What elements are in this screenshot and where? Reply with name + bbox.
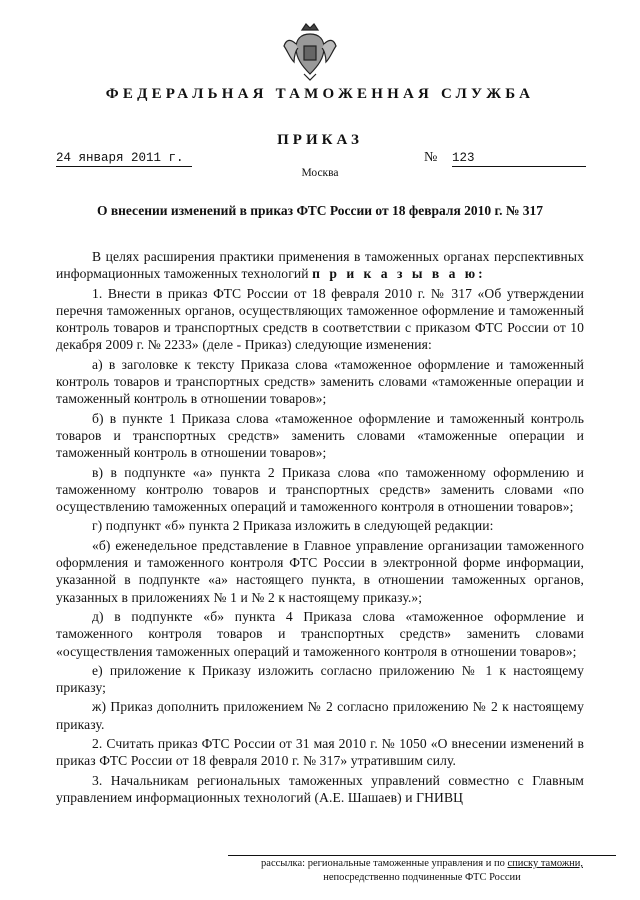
paragraph-3: 3. Начальникам региональных таможенных управлений совместно с Главным управлением информационных технологий (А.Е. Шашаев) и ГНИВЦ [56, 772, 584, 805]
paragraph-1g: г) подпункт «б» пункта 2 Приказа изложить в следующей редакции: [92, 518, 494, 534]
order-number: 123 [452, 151, 475, 165]
order-date: 24 января 2011 г. [56, 151, 184, 165]
distribution-text: рассылка: региональные таможенные управления и по [261, 858, 505, 869]
preamble-text: В целях расширения практики применения в таможенных органах перспективных информационных таможенных технологий [56, 249, 584, 282]
document-type: ПРИКАЗ [277, 132, 363, 148]
paragraph-1g-text: «б) еженедельное представление в Главное управление организации таможенного оформления и таможенного контроля ФТС России в электронной форме информации, указанной в подпункте «а» настоящего пункта, в отношении таможенных органов, указанных в приложениях № 1 и № 2 к настоящему приказу.»; [56, 537, 584, 605]
order-subject: О внесении изменений в приказ ФТС России от 18 февраля 2010 г. № 317 [96, 203, 544, 218]
distribution-list-link: списку таможни, [507, 858, 583, 869]
paragraph-1zh: ж) Приказ дополнить приложением № 2 согласно приложению № 2 к настоящему приказу. [56, 699, 584, 732]
paragraph-2: 2. Считать приказ ФТС России от 31 мая 2010 г. № 1050 «О внесении изменений в приказ ФТС России от 18 февраля 2010 г. № 317» утратившим силу. [56, 736, 584, 769]
distribution-note [228, 857, 616, 884]
paragraph-1e: е) приложение к Приказу изложить согласно приложению № 1 к настоящему приказу; [56, 662, 584, 696]
state-emblem-icon [282, 22, 338, 82]
paragraph-1: 1. Внести в приказ ФТС России от 18 февраля 2010 г. № 317 «Об утверждении перечня таможенных органов, осуществляющих таможенное оформление и таможенный контроль товаров и транспортных средств в соответствии с приказом ФТС России от 10 декабря 2009 г. № 2233» (деле - Приказ) следующие изменения: [56, 285, 584, 353]
agency-name: ФЕДЕРАЛЬНАЯ ТАМОЖЕННАЯ СЛУЖБА [105, 86, 535, 102]
paragraph-1v: в) в подпункте «а» пункта 2 Приказа слова «по таможенному оформлению и таможенному контролю товаров и транспортных средств» заменить словами «по осуществлению таможенных операций и таможенного контроля в отношении товаров»; [56, 464, 584, 515]
order-body [56, 248, 584, 808]
paragraph-1d: д) в подпункте «б» пункта 4 Приказа слова «таможенное оформление и таможенного контроля товаров и транспортных средств» заменить словами «осуществления таможенных операций и таможенного контроля в отношении товаров»; [56, 608, 584, 659]
city: Москва [301, 167, 339, 179]
order-word: п р и к а з ы в а ю: [312, 266, 486, 282]
distribution-text-line2: непосредственно подчиненные ФТС России [323, 871, 521, 883]
number-sign: № [424, 150, 438, 165]
paragraph-1b: б) в пункте 1 Приказа слова «таможенное оформление и таможенный контроль товаров и транспортных средств» заменить словами «таможенные операции и таможенный контроль в отношении товаров»; [56, 410, 584, 461]
footer-rule [228, 855, 616, 856]
paragraph-1a: а) в заголовке к тексту Приказа слова «таможенное оформление и таможенный контроль товаров и транспортных средств» заменить словами «таможенные операции и таможенный контроль в отношении товаров»; [56, 356, 584, 407]
paragraph-preamble [56, 248, 584, 283]
